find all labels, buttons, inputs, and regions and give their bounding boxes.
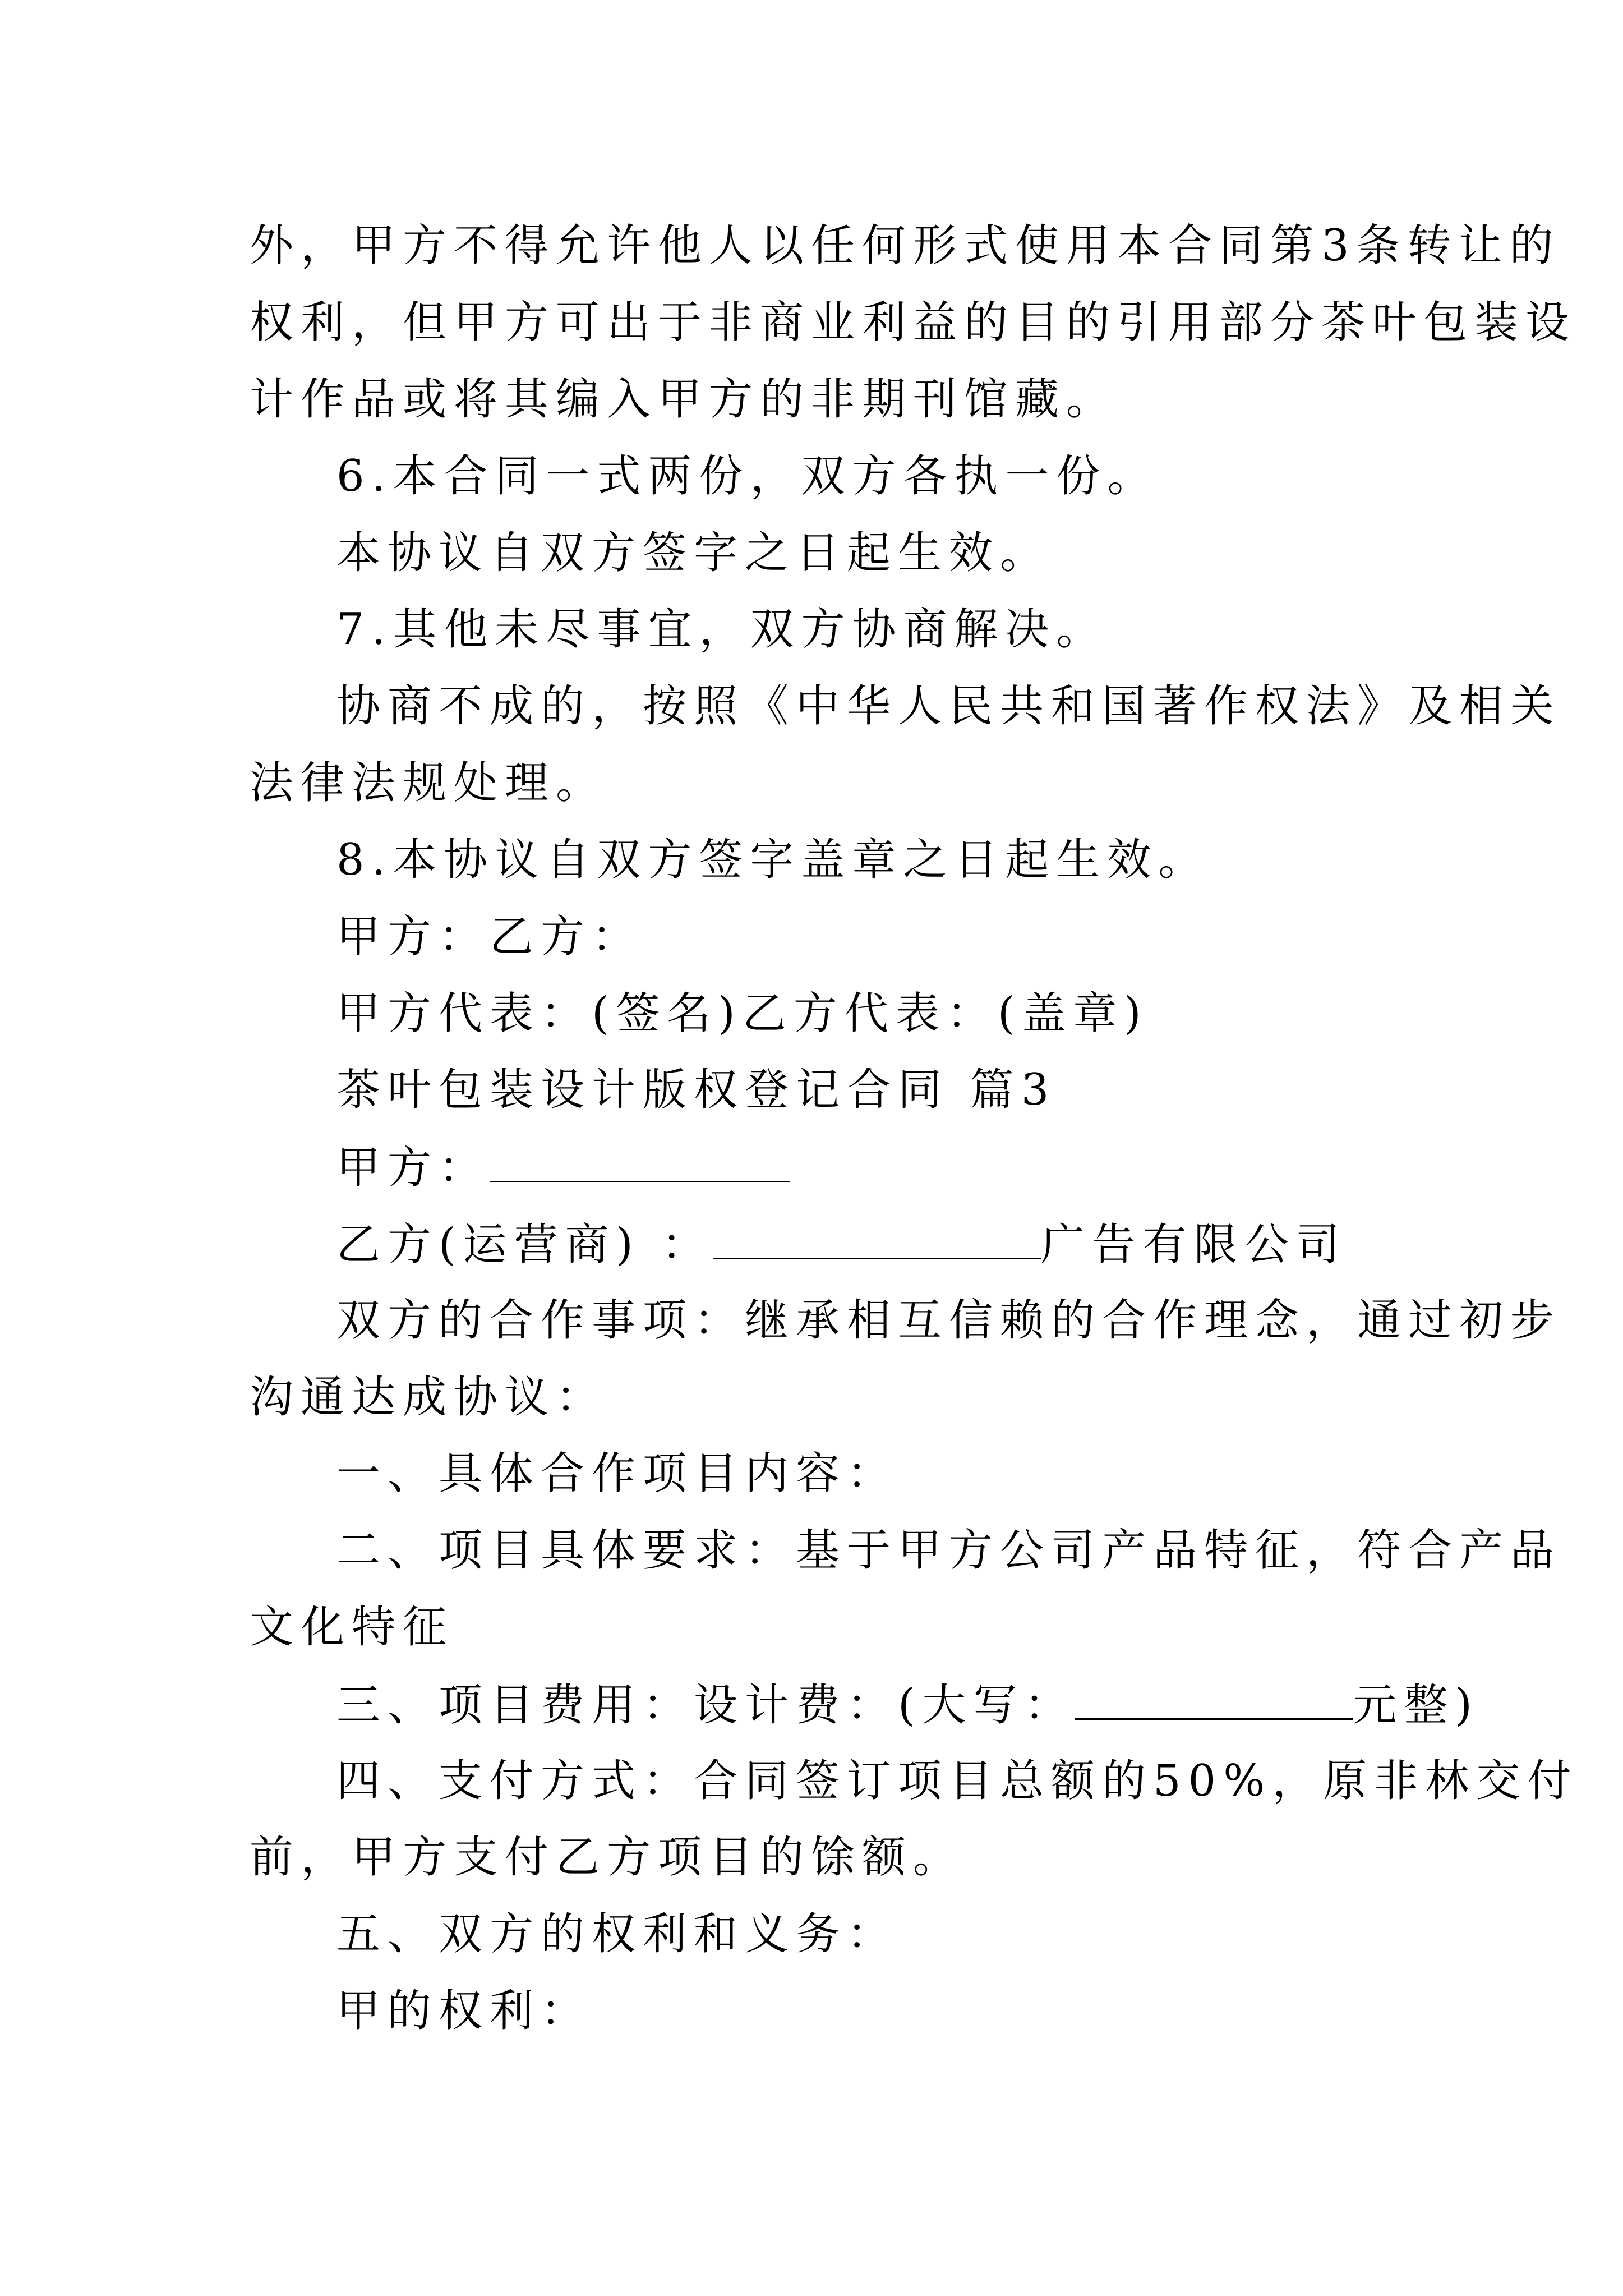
text-line: 双方的合作事项：继承相互信赖的合作理念，通过初步 [336,1295,1562,1346]
text-line: 二、项目具体要求：基于甲方公司产品特征，符合产品 [336,1525,1562,1576]
text-line: 五、双方的权利和义务： [336,1909,898,1959]
text-line: 外，甲方不得允许他人以任何形式使用本合同第3条转让的 [250,220,1561,271]
text-line: 文化特征 [250,1602,454,1653]
party-b-line [336,1218,1347,1270]
text-line: 8.本协议自双方签字盖章之日起生效。 [336,835,1210,885]
text-line: 法律法规处理。 [250,758,607,808]
text-line: 本协议自双方签字之日起生效。 [336,528,1052,578]
fee-blank [1075,1679,1353,1720]
party-b-suffix: 广告有限公司 [1040,1220,1347,1270]
text-line: 一、具体合作项目内容： [336,1448,898,1499]
party-a-blank [490,1142,790,1182]
text-line: 协商不成的，按照《中华人民共和国著作权法》及相关 [336,681,1562,731]
party-b-blank [713,1218,1041,1259]
text-line: 甲方：乙方： [336,912,643,962]
text-line: 6.本合同一式两份，双方各执一份。 [336,451,1159,501]
section-heading: 茶叶包装设计版权登记合同 篇3 [336,1065,1057,1115]
fee-line [336,1679,1479,1731]
text-line: 沟通达成协议： [250,1372,607,1423]
party-b-label: 乙方(运营商) ： [336,1220,713,1270]
text-line: 甲方代表：(签名)乙方代表：(盖章) [336,988,1149,1039]
text-line: 前，甲方支付乙方项目的馀额。 [250,1832,965,1883]
party-a-line [336,1142,790,1193]
text-line: 权利，但甲方可出于非商业利益的目的引用部分茶叶包装设 [250,297,1577,348]
fee-label: 三、项目费用：设计费：(大写： [336,1680,1076,1731]
fee-suffix: 元整) [1353,1680,1479,1731]
party-a-label: 甲方： [336,1143,490,1193]
text-line: 四、支付方式：合同签订项目总额的50%，原非林交付 [336,1756,1579,1806]
text-line: 7.其他未尽事宜，双方协商解决。 [336,604,1108,655]
text-line: 计作品或将其编入甲方的非期刊馆藏。 [250,374,1118,425]
text-line: 甲的权利： [336,1986,592,2036]
